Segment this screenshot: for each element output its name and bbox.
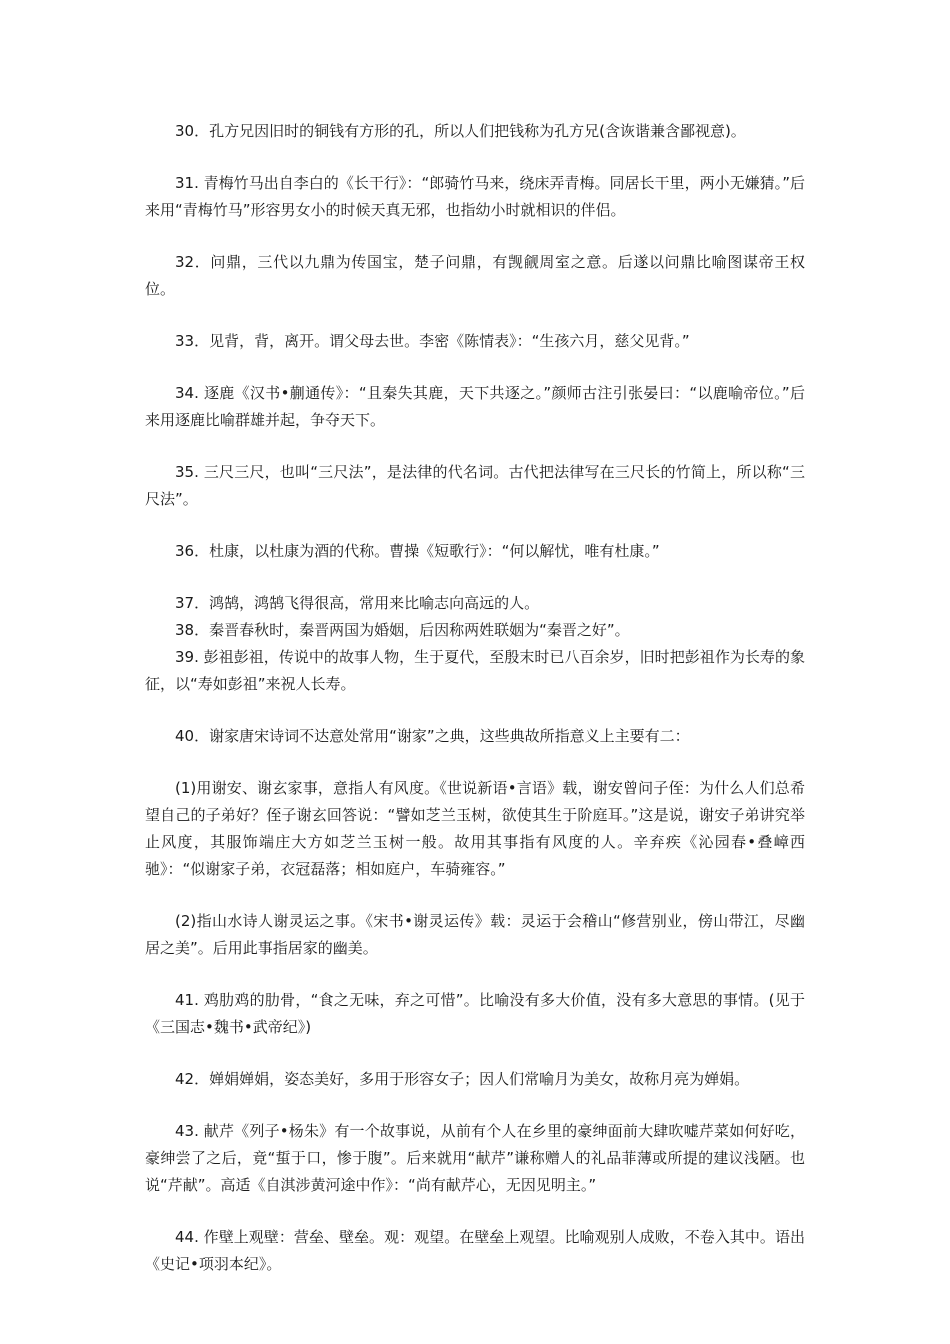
paragraph-36: 36．杜康，以杜康为酒的代称。曹操《短歌行》：“何以解忧，唯有杜康。” <box>175 542 660 560</box>
paragraph-40-item-1: (1)用谢安、谢玄家事，意指人有风度。《世说新语•言语》载，谢安曾问子侄：为什么人们总希望自己的子弟好？侄子谢玄回答说：“譬如芝兰玉树，欲使其生于阶庭耳。”这是说，谢安子弟讲究举止风度，其服饰端庄大方如芝兰玉树一般。故用其事指有风度的人。辛弃疾《沁园春•叠嶂西驰》：“似谢家子弟，衣冠磊落；相如庭户，车骑雍容。” <box>145 779 805 878</box>
paragraph-41: 41. 鸡肋鸡的肋骨，“食之无味，弃之可惜”。比喻没有多大价值，没有多大意思的事情。(见于《三国志•魏书•武帝纪》) <box>145 991 805 1036</box>
paragraph-32: 32．问鼎，三代以九鼎为传国宝，楚子问鼎，有觊觎周室之意。后遂以问鼎比喻图谋帝王权位。 <box>145 253 805 298</box>
paragraph-39: 39. 彭祖彭祖，传说中的故事人物，生于夏代，至殷末时已八百余岁，旧时把彭祖作为长寿的象征，以“寿如彭祖”来祝人长寿。 <box>145 648 805 693</box>
paragraph-37: 37．鸿鹄，鸿鹄飞得很高，常用来比喻志向高远的人。 <box>175 594 540 612</box>
paragraph-35: 35. 三尺三尺，也叫“三尺法”，是法律的代名词。古代把法律写在三尺长的竹简上，所以称“三尺法”。 <box>145 463 805 508</box>
paragraph-33: 33．见背，背，离开。谓父母去世。李密《陈情表》：“生孩六月，慈父见背。” <box>175 332 690 350</box>
paragraph-40: 40．谢家唐宋诗词不达意处常用“谢家”之典，这些典故所指意义上主要有二： <box>175 727 690 745</box>
document-body <box>145 118 805 1278</box>
paragraph-38: 38．秦晋春秋时，秦晋两国为婚姻，后因称两姓联姻为“秦晋之好”。 <box>175 621 630 639</box>
paragraph-40-item-2: (2)指山水诗人谢灵运之事。《宋书•谢灵运传》载：灵运于会稽山“修营别业，傍山带江，尽幽居之美”。后用此事指居家的幽美。 <box>145 912 805 957</box>
paragraph-44: 44. 作壁上观壁：营垒、壁垒。观：观望。在壁垒上观望。比喻观别人成败，不卷入其中。语出《史记•项羽本纪》。 <box>145 1228 805 1273</box>
paragraph-34: 34. 逐鹿《汉书•蒯通传》：“且秦失其鹿，天下共逐之。”颜师古注引张晏曰：“以鹿喻帝位。”后来用逐鹿比喻群雄并起，争夺天下。 <box>145 384 805 429</box>
paragraph-42: 42．婵娟婵娟，姿态美好，多用于形容女子；因人们常喻月为美女，故称月亮为婵娟。 <box>175 1070 750 1088</box>
paragraph-30: 30．孔方兄因旧时的铜钱有方形的孔，所以人们把钱称为孔方兄(含诙谐兼含鄙视意)。 <box>175 122 746 140</box>
paragraph-31: 31. 青梅竹马出自李白的《长干行》：“郎骑竹马来，绕床弄青梅。同居长干里，两小无嫌猜。”后来用“青梅竹马”形容男女小的时候天真无邪，也指幼小时就相识的伴侣。 <box>145 174 805 219</box>
paragraph-43: 43. 献芹《列子•杨朱》有一个故事说，从前有个人在乡里的豪绅面前大肆吹嘘芹菜如何好吃，豪绅尝了之后，竟“蜇于口，惨于腹”。后来就用“献芹”谦称赠人的礼品菲薄或所提的建议浅陋。也说“芹献”。高适《自淇涉黄河途中作》：“尚有献芹心，无因见明主。” <box>145 1122 805 1194</box>
